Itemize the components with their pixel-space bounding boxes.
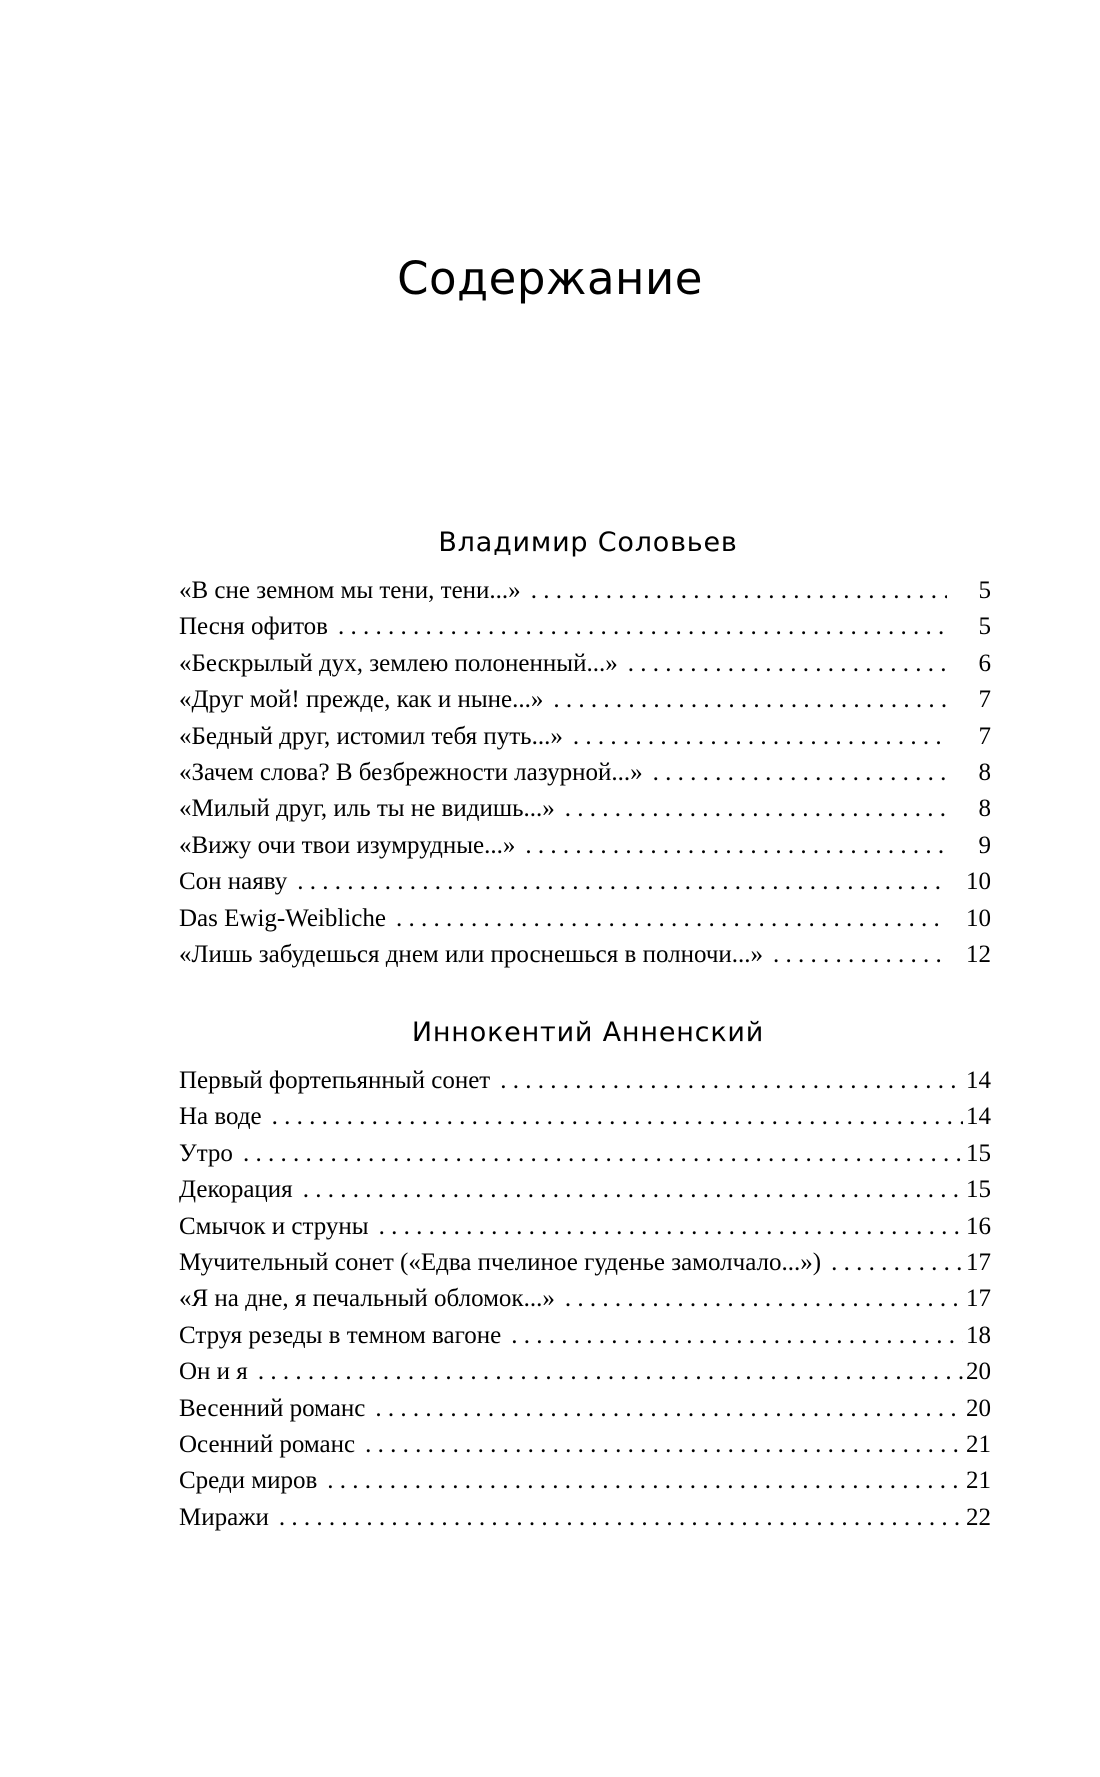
entry-title: «Милый друг, иль ты не видишь...» bbox=[179, 795, 555, 823]
toc-entry[interactable] bbox=[179, 719, 991, 755]
entry-title: На воде bbox=[179, 1103, 262, 1131]
toc-list bbox=[179, 573, 991, 973]
page-number: 7 bbox=[978, 686, 991, 714]
toc-entry[interactable] bbox=[179, 609, 991, 645]
dot-leader bbox=[573, 719, 947, 755]
page-number: 10 bbox=[966, 868, 991, 896]
toc-section-annensky bbox=[179, 1015, 991, 1536]
dot-leader bbox=[279, 1500, 963, 1536]
dot-leader bbox=[396, 901, 947, 937]
entry-title: Он и я bbox=[179, 1358, 248, 1386]
dot-leader bbox=[628, 646, 947, 682]
dot-leader bbox=[258, 1354, 963, 1390]
dot-leader bbox=[338, 609, 947, 645]
page-number: 10 bbox=[966, 904, 991, 932]
entry-title: Смычок и струны bbox=[179, 1212, 369, 1240]
entry-title: «Бедный друг, истомил тебя путь...» bbox=[179, 722, 563, 750]
toc-entry[interactable] bbox=[179, 1099, 991, 1135]
toc-entry[interactable] bbox=[179, 646, 991, 682]
toc-entry[interactable] bbox=[179, 1354, 991, 1390]
toc-section-soloviev bbox=[179, 525, 991, 973]
page-number: 5 bbox=[978, 577, 991, 604]
dot-leader bbox=[565, 791, 947, 827]
page-number: 14 bbox=[966, 1103, 991, 1131]
dot-leader bbox=[500, 1063, 963, 1099]
toc-entry[interactable] bbox=[179, 864, 991, 900]
entry-title: Утро bbox=[179, 1139, 233, 1167]
toc-entry[interactable] bbox=[179, 1209, 991, 1245]
entry-title: Миражи bbox=[179, 1503, 269, 1531]
toc-entry[interactable] bbox=[179, 1245, 991, 1281]
page-number: 12 bbox=[966, 940, 991, 968]
dot-leader bbox=[653, 755, 947, 791]
entry-title: «Зачем слова? В безбрежности лазурной...» bbox=[179, 758, 643, 786]
toc-entry[interactable] bbox=[179, 1500, 991, 1536]
page-number: 17 bbox=[966, 1285, 991, 1313]
toc-entry[interactable] bbox=[179, 828, 991, 864]
page-number: 20 bbox=[966, 1394, 991, 1422]
entry-title: Струя резеды в темном вагоне bbox=[179, 1321, 502, 1349]
toc-entry[interactable] bbox=[179, 901, 991, 937]
dot-leader bbox=[272, 1099, 963, 1135]
toc-list bbox=[179, 1063, 991, 1536]
page-number: 21 bbox=[966, 1430, 991, 1458]
entry-title: «В сне земном мы тени, тени...» bbox=[179, 577, 521, 604]
page-number: 7 bbox=[978, 722, 991, 750]
page-number: 17 bbox=[966, 1248, 991, 1276]
page-number: 6 bbox=[978, 649, 991, 677]
toc-entry[interactable] bbox=[179, 1318, 991, 1354]
toc-entry[interactable] bbox=[179, 1281, 991, 1317]
dot-leader bbox=[365, 1427, 963, 1463]
entry-title: Осенний романс bbox=[179, 1430, 356, 1458]
dot-leader bbox=[511, 1318, 963, 1354]
toc-entry[interactable] bbox=[179, 937, 991, 973]
page-number: 15 bbox=[966, 1139, 991, 1167]
toc-entry[interactable] bbox=[179, 755, 991, 791]
entry-title: Das Ewig-Weibliche bbox=[179, 904, 386, 932]
dot-leader bbox=[553, 682, 947, 718]
dot-leader bbox=[243, 1136, 963, 1172]
entry-title: Песня офитов bbox=[179, 613, 328, 641]
entry-title: Первый фортепьянный сонет bbox=[179, 1067, 491, 1094]
page-number: 20 bbox=[966, 1358, 991, 1386]
page-number: 16 bbox=[966, 1212, 991, 1240]
page-number: 22 bbox=[966, 1503, 991, 1531]
dot-leader bbox=[831, 1245, 963, 1281]
dot-leader bbox=[379, 1209, 963, 1245]
dot-leader bbox=[375, 1391, 963, 1427]
toc-entry[interactable] bbox=[179, 1463, 991, 1499]
toc-entry[interactable] bbox=[179, 682, 991, 718]
toc-entry[interactable] bbox=[179, 1427, 991, 1463]
toc-entry[interactable] bbox=[179, 1063, 991, 1099]
entry-title: Декорация bbox=[179, 1176, 293, 1204]
page-number: 18 bbox=[966, 1321, 991, 1349]
toc-entry[interactable] bbox=[179, 1172, 991, 1208]
dot-leader bbox=[525, 828, 947, 864]
dot-leader bbox=[327, 1463, 963, 1499]
dot-leader bbox=[773, 937, 947, 973]
entry-title: «Лишь забудешься днем или проснешься в полночи...» bbox=[179, 940, 764, 968]
page-number: 8 bbox=[978, 795, 991, 823]
page-title: Содержание bbox=[397, 252, 703, 306]
page-number: 5 bbox=[978, 613, 991, 641]
entry-title: «Я на дне, я печальный обломок...» bbox=[179, 1285, 555, 1313]
page-number: 9 bbox=[978, 831, 991, 859]
page-number: 8 bbox=[978, 758, 991, 786]
toc-entry[interactable] bbox=[179, 791, 991, 827]
toc-entry[interactable] bbox=[179, 1136, 991, 1172]
toc-entry[interactable] bbox=[179, 1391, 991, 1427]
dot-leader bbox=[303, 1172, 963, 1208]
page-number: 14 bbox=[966, 1067, 991, 1094]
entry-title: «Друг мой! прежде, как и ныне...» bbox=[179, 686, 544, 714]
dot-leader bbox=[565, 1281, 963, 1317]
entry-title: Сон наяву bbox=[179, 868, 288, 896]
page-number: 15 bbox=[966, 1176, 991, 1204]
entry-title: «Вижу очи твои изумрудные...» bbox=[179, 831, 516, 859]
toc-entry[interactable] bbox=[179, 573, 991, 609]
entry-title: Мучительный сонет («Едва пчелиное гуденье замолчало...») bbox=[179, 1248, 822, 1276]
entry-title: Среди миров bbox=[179, 1467, 318, 1495]
page-number: 21 bbox=[966, 1467, 991, 1495]
entry-title: Весенний романс bbox=[179, 1394, 366, 1422]
section-author: Иннокентий Анненский bbox=[411, 1017, 765, 1048]
section-author: Владимир Соловьев bbox=[438, 527, 738, 558]
entry-title: «Бескрылый дух, землею полоненный...» bbox=[179, 649, 618, 677]
dot-leader bbox=[531, 573, 947, 609]
dot-leader bbox=[297, 864, 947, 900]
